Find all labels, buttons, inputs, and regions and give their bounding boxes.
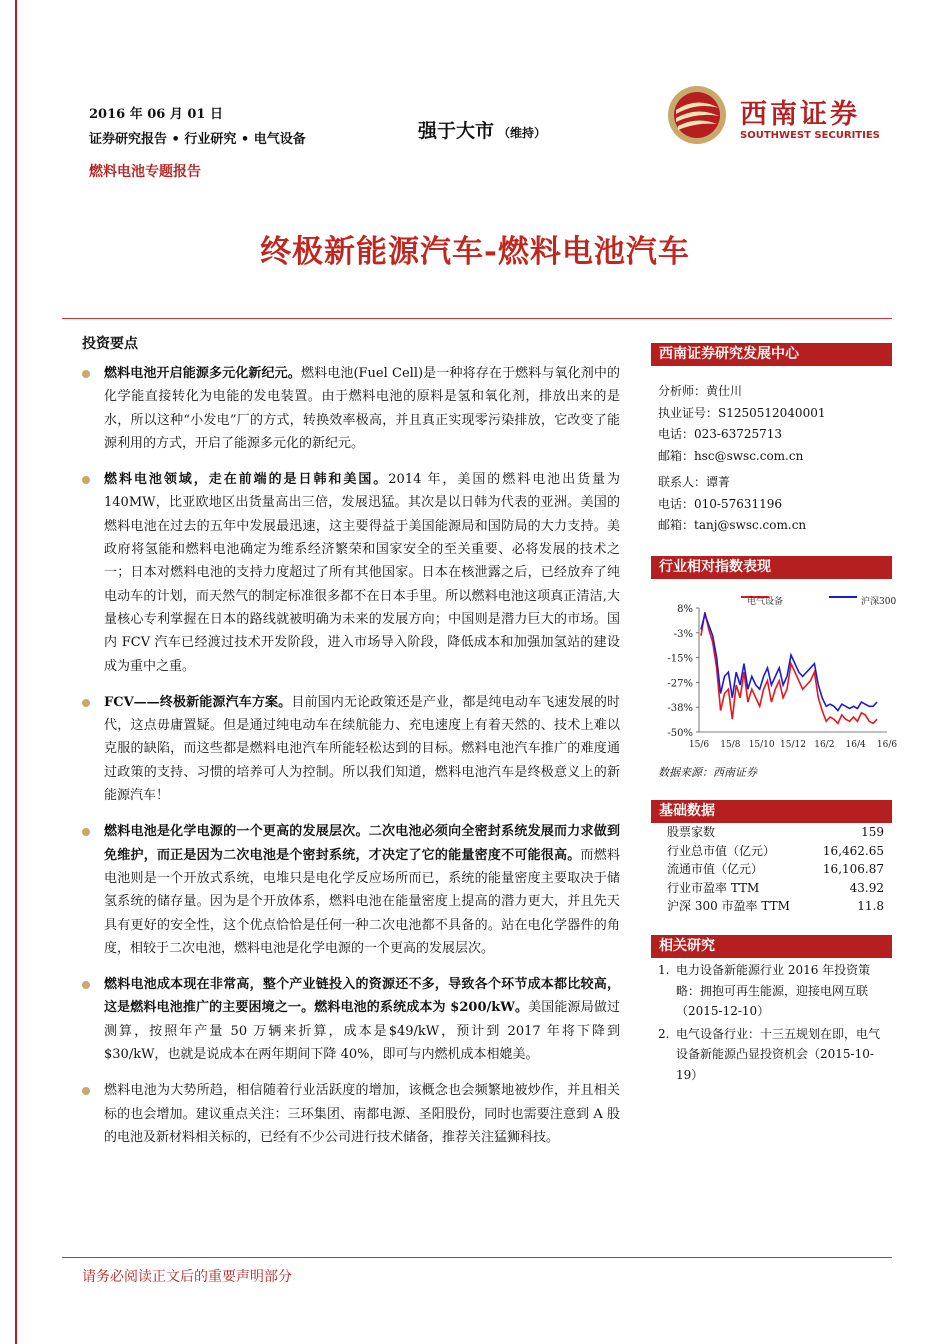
- basic-data-value: 11.8: [857, 899, 884, 913]
- research-num: 2.: [658, 1026, 670, 1041]
- bullet-lead: FCV——终极新能源汽车方案。: [104, 694, 292, 710]
- basic-data-label: 股票家数: [667, 825, 716, 839]
- title-divider: [62, 318, 892, 319]
- related-research-bar: 相关研究: [651, 935, 892, 958]
- basic-data-value: 16,462.65: [822, 843, 884, 858]
- analyst-info: [658, 381, 825, 467]
- bullet-dot-icon: [82, 476, 90, 484]
- related-research-list: [658, 960, 888, 1087]
- research-center-bar: 西南证券研究发展中心: [651, 343, 892, 366]
- bullet-item: [82, 691, 620, 807]
- bullet-item: [82, 973, 620, 1066]
- chart-y-tick-label: -3%: [673, 628, 693, 640]
- bullet-lead: 燃料电池成本现在非常高，整个产业链投入的资源还不多，导致各个环节成本都比较高，这是燃料电池推广的主要困境之一。燃料电池的系统成本为 $200/kW。: [104, 977, 620, 1016]
- series-line-csi300: [701, 614, 877, 710]
- contact-line: 电话：010-57631196: [658, 496, 783, 511]
- bullet-dot-icon: [82, 1087, 90, 1095]
- bullet-text: 美国能源局做过测算，按照年产量 50 万辆来折算，成本是$49/kW，预计到 2017 年将下降到$30/kW，也就是说成本在两年期间下降 40%，即可与内燃机成本相媲美。: [104, 1000, 620, 1063]
- basic-data-value: 16,106.87: [822, 862, 884, 876]
- chart-y-tick-label: -50%: [667, 728, 693, 739]
- section-label: 投资要点: [82, 336, 138, 352]
- research-num: 1.: [658, 963, 670, 977]
- report-date: 2016 年 06 月 01 日: [89, 107, 223, 122]
- basic-data-row: [667, 897, 884, 916]
- basic-data-table: [667, 823, 884, 916]
- contact-line: 邮箱：tanj@swsc.com.cn: [658, 518, 807, 532]
- analyst-line: 分析师：黄仕川: [658, 384, 743, 398]
- report-title: 终极新能源汽车-燃料电池汽车: [260, 234, 690, 270]
- basic-data-row: [667, 842, 884, 861]
- footer-disclaimer: 请务必阅读正文后的重要声明部分: [82, 1269, 292, 1285]
- bullet-item: [82, 820, 620, 960]
- chart-y-tick-label: -38%: [667, 703, 693, 715]
- basic-data-label: 行业市盈率 TTM: [667, 880, 760, 895]
- research-item[interactable]: [658, 960, 888, 1022]
- investment-highlights: [82, 362, 620, 1162]
- basic-data-bar: 基础数据: [651, 800, 892, 823]
- bullet-text: 燃料电池为大势所趋，相信随着行业活跃度的增加，该概念也会频繁地被炒作，并且相关标的也会增加。建议重点关注：三环集团、南都电源、圣阳股份，同时也需要注意到 A 股的电池及新材料相关标的，已经有不少公司进行技术储备，推荐关注猛狮科技。: [104, 1083, 620, 1145]
- chart-y-tick-label: -15%: [667, 653, 693, 665]
- bullet-lead: 燃料电池是化学电源的一个更高的发展层次。二次电池必须向全密封系统发展而力求做到免维护，而正是因为二次电池是个密封系统，才决定了它的能量密度不可能很高。: [104, 824, 620, 863]
- bullet-item: [82, 362, 620, 455]
- bullet-text: 燃料电池(Fuel Cell)是一种将存在于燃料与氧化剂中的化学能直接转化为电能的发电装置。由于燃料电池的原料是氢和氧化剂，排放出来的是水，所以这种“小发电”厂的方式，转换效率极高，并且真正实现零污染排放，它改变了能源利用的方式，开启了能源多元化的新纪元。: [104, 366, 620, 451]
- bullet-lead: 燃料电池领域，走在前端的是日韩和美国。: [104, 472, 389, 488]
- report-type: 证券研究报告 • 行业研究 • 电气设备: [89, 132, 306, 147]
- bullet-dot-icon: [82, 981, 90, 989]
- logo-text-cn: 西南证券: [740, 99, 860, 130]
- analyst-line: 执业证号：S1250512040001: [658, 405, 826, 420]
- report-topic: 燃料电池专题报告: [89, 164, 201, 180]
- research-text: 电力设备新能源行业 2016 年投资策略：拥抱可再生能源，迎接电网互联（2015-12-10）: [676, 963, 871, 1018]
- bullet-text: 而燃料电池则是一个开放式系统，电堆只是电化学反应场所而已，系统的能量密度主要取决于储氢系统的储存量。因为是个开放体系，燃料电池在能量密度上提高的潜力更大，并且先天具有更好的安全性，这个优点恰恰是任何一种二次电池都不具备的。站在电化学器件的角度，相较于二次电池，燃料电池是化学电源的一个更高的发展层次。: [104, 847, 620, 956]
- basic-data-row: [667, 860, 884, 879]
- chart-x-tick-label: 16/2: [814, 740, 835, 750]
- basic-data-label: 流通市值（亿元）: [667, 862, 764, 876]
- analyst-line: 电话：023-63725713: [658, 427, 783, 441]
- logo-text-en: SOUTHWEST SECURITIES: [740, 130, 880, 141]
- rating: [418, 116, 546, 143]
- contact-line: 联系人：谭菁: [658, 475, 731, 489]
- legend-label: 沪深300: [861, 597, 897, 607]
- contact-info: [658, 472, 806, 537]
- bullet-dot-icon: [82, 370, 90, 378]
- footer-divider: [62, 1257, 892, 1258]
- chart-y-tick-label: -27%: [667, 678, 693, 690]
- research-text: 电气设备行业：十三五规划在即，电气设备新能源凸显投资机会（2015-10-19）: [676, 1026, 881, 1082]
- basic-data-label: 沪深 300 市盈率 TTM: [667, 899, 790, 913]
- chart-x-tick-label: 16/6: [876, 740, 898, 750]
- bullet-text: 目前国内无论政策还是产业，都是纯电动车飞速发展的时代，这点毋庸置疑。但是通过纯电动车在续航能力、充电速度上有着天然的、技术上难以克服的缺陷，而这些都是燃料电池汽车所能轻松达到的目标。燃料电池汽车推广的难度通过政策的支持、习惯的培养可人为控制。所以我们知道，燃料电池汽车是终极意义上的新能源汽车！: [104, 694, 620, 804]
- chart-x-tick-label: 16/4: [845, 740, 866, 750]
- rating-text: 强于大市: [418, 120, 495, 142]
- legend-label: 电气设备: [747, 597, 784, 607]
- analyst-line: 邮箱：hsc@swsc.com.cn: [658, 448, 804, 463]
- chart-x-tick-label: 15/10: [748, 740, 775, 750]
- chart-y-tick-label: 8%: [677, 604, 693, 615]
- relative-index-chart: [651, 588, 898, 758]
- basic-data-row: [667, 823, 884, 842]
- basic-data-row: [667, 879, 884, 898]
- research-item[interactable]: [658, 1024, 888, 1086]
- chart-source: 数据来源：西南证券: [658, 766, 757, 779]
- bullet-lead: 燃料电池开启能源多元化新纪元。: [104, 366, 301, 381]
- left-margin-rule: [15, 0, 17, 1344]
- basic-data-value: 159: [861, 825, 884, 839]
- basic-data-value: 43.92: [849, 880, 884, 895]
- bullet-text: 2014 年，美国的燃料电池出货量为 140MW，比亚欧地区出货量高出三倍，发展迅猛。其次是以日韩为代表的亚洲。美国的燃料电池在过去的五年中发展最迅速，这主要得益于美国能源局和国防局的大力支持。美政府将氢能和燃料电池确定为维系经济繁荣和国家安全的至关重要、必将发展的技术之一；日本对燃料电池的支持力度超过了所有其他国家。日本在核泄露之后，已经放弃了纯电动车的计划，而天然气的制定标准很多都不在日本手里。所以燃料电池这项真正清洁,大量核心专利掌握在日本的路线就被明确为未来的发展方向；中国则是潜力巨大的市场。国内 FCV 汽车已经渡过技术开发阶段，进入市场导入阶段，降低成本和加强加氢站的建设成为重中之重。: [104, 472, 620, 674]
- chart-x-tick-label: 15/12: [780, 740, 806, 750]
- basic-data-label: 行业总市值（亿元）: [667, 843, 776, 858]
- chart-x-tick-label: 15/6: [688, 740, 710, 750]
- chart-x-tick-label: 15/8: [720, 740, 741, 750]
- rating-note: （维持）: [498, 126, 547, 140]
- bullet-item: [82, 468, 620, 678]
- chart-title-bar: 行业相对指数表现: [651, 556, 892, 579]
- bullet-dot-icon: [82, 828, 90, 836]
- bullet-dot-icon: [82, 699, 90, 707]
- bullet-item: [82, 1079, 620, 1149]
